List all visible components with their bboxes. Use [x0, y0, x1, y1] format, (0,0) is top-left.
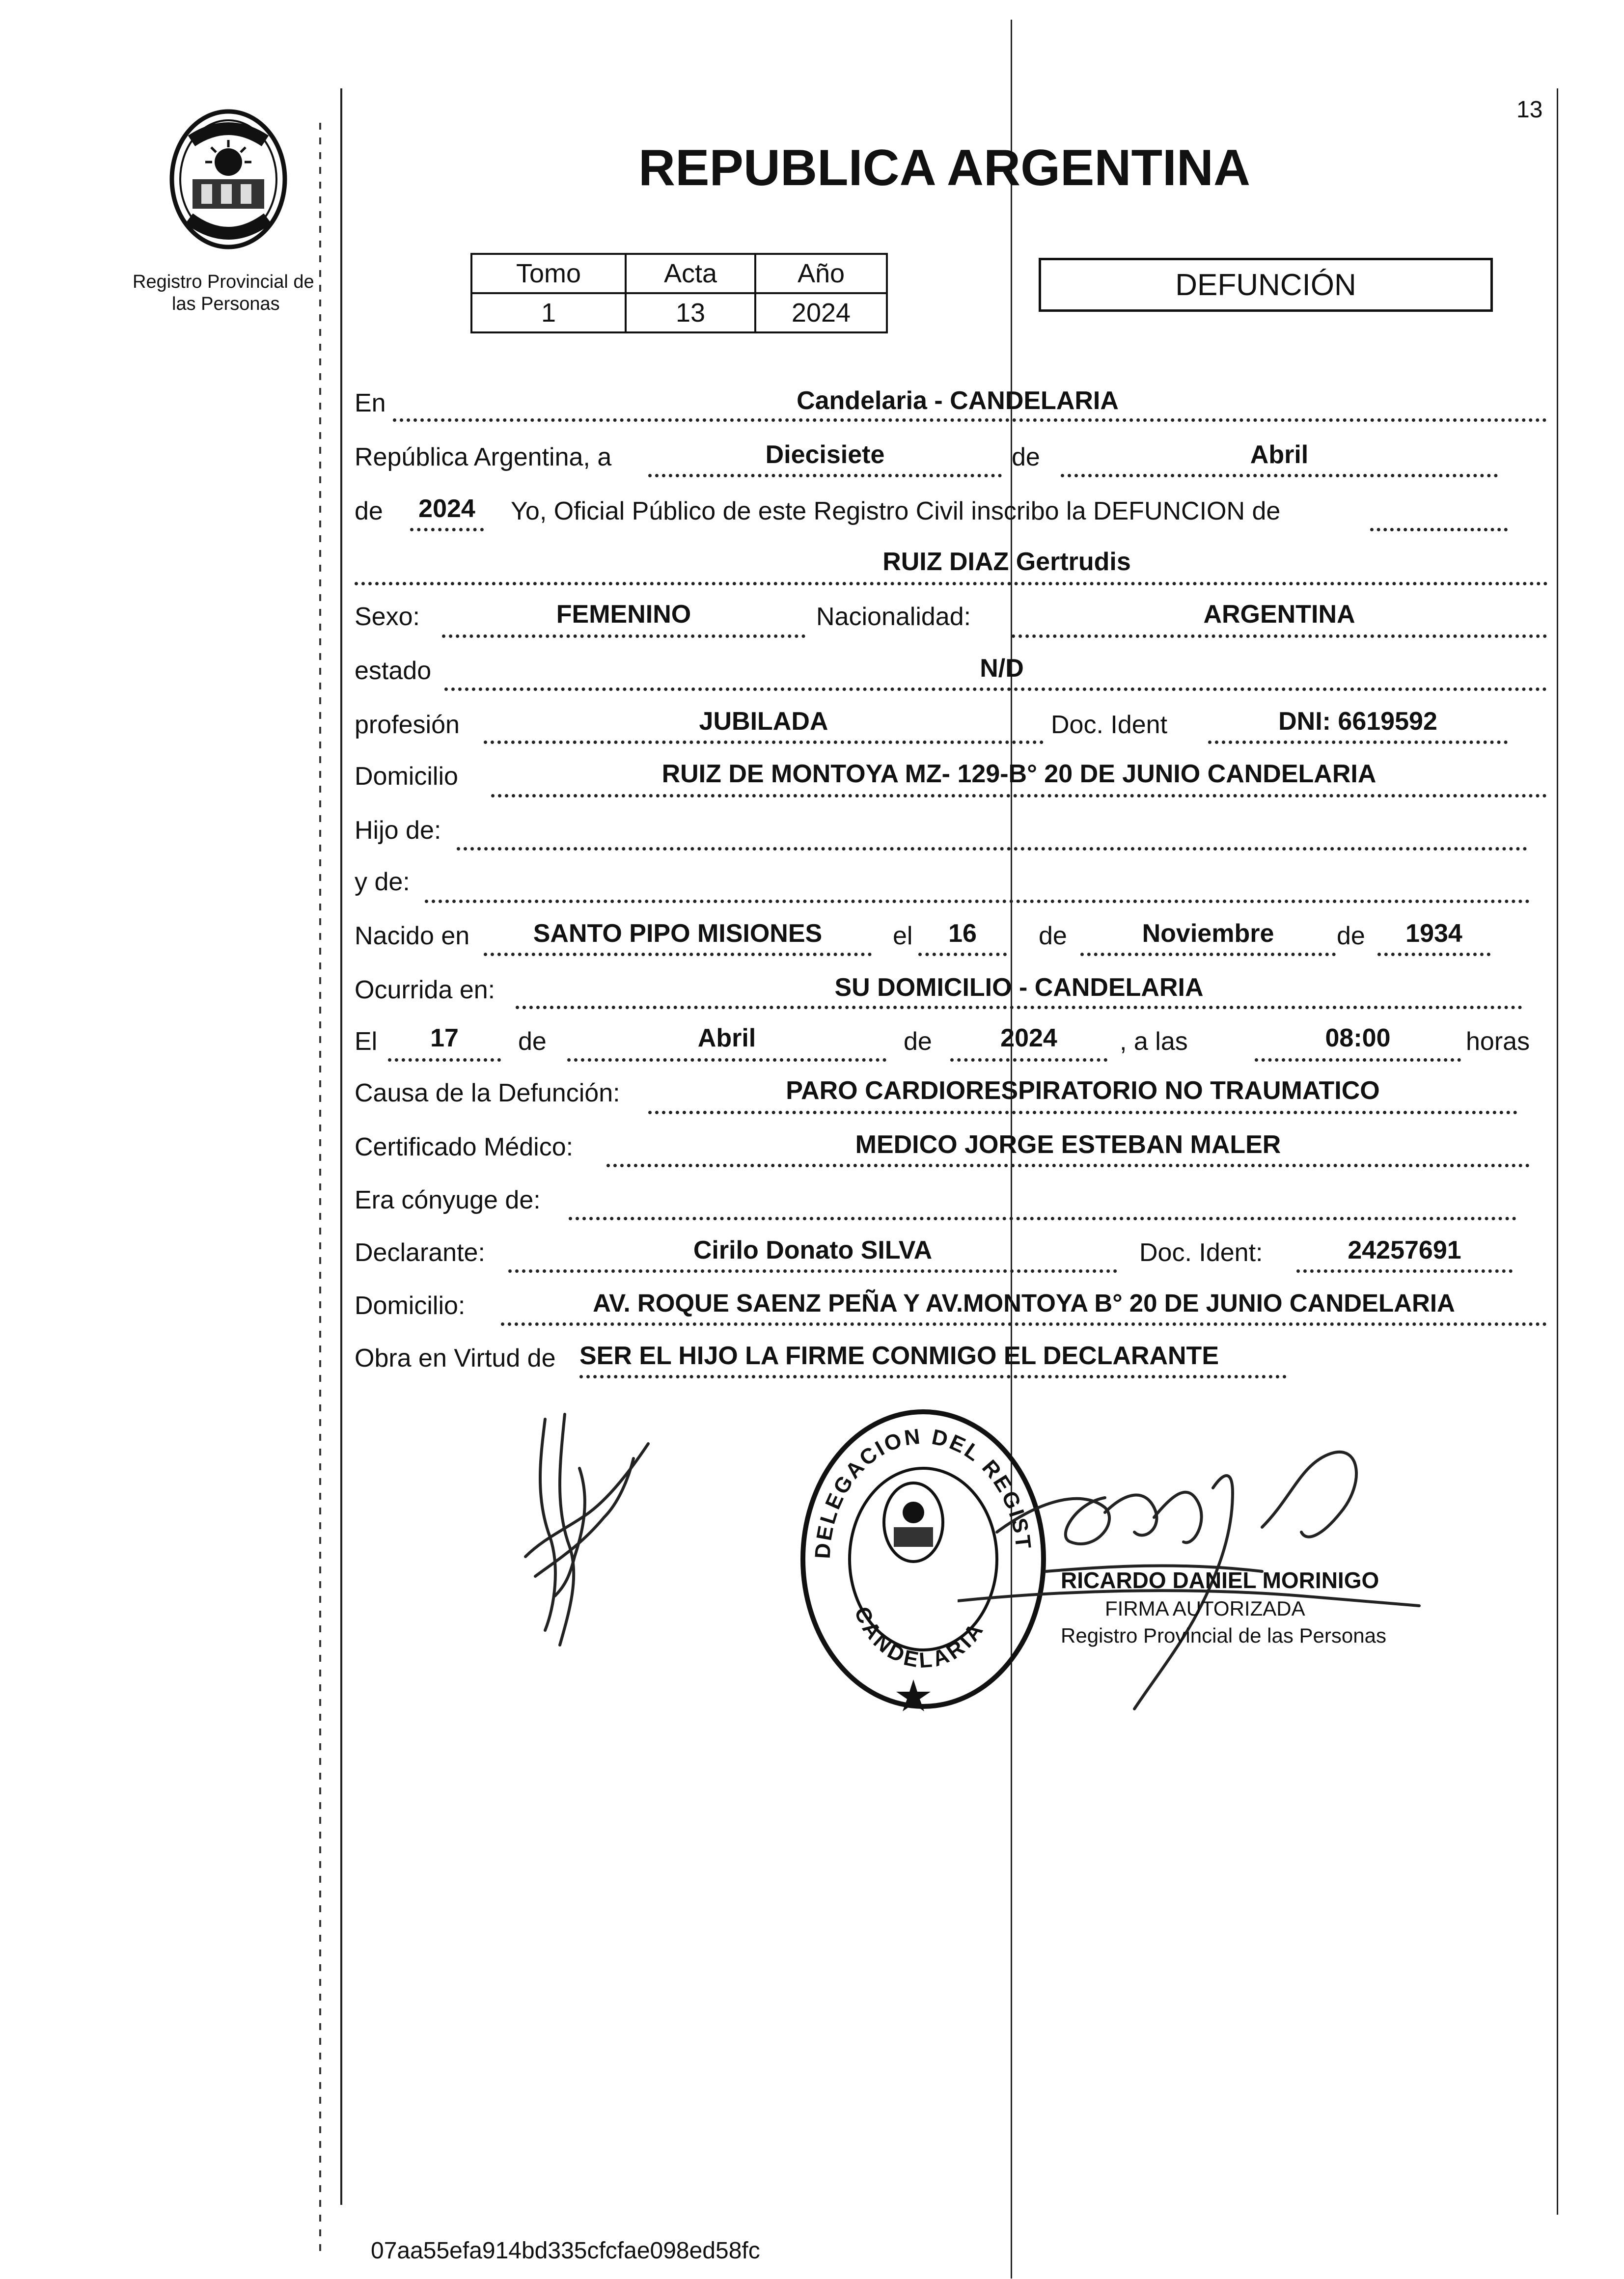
causa-label: Causa de la Defunción:: [355, 1079, 620, 1107]
signatory-name: RICARDO DANIEL MORINIGO: [1061, 1567, 1379, 1593]
signatory-org: Registro Provincial de las Personas: [1061, 1624, 1386, 1647]
causa-dotted-line: [648, 1111, 1517, 1114]
nacido-mes: Noviembre: [1142, 919, 1274, 948]
def-mes: Abril: [697, 1024, 756, 1052]
declarante-label: Declarante:: [355, 1238, 485, 1267]
obra-label: Obra en Virtud de: [355, 1344, 556, 1373]
nacido-anio: 1934: [1405, 919, 1462, 948]
domicilio2-dotted-line: [501, 1322, 1547, 1326]
nacido-mes-dotted-line: [1080, 953, 1336, 956]
domicilio2-value: AV. ROQUE SAENZ PEÑA Y AV.MONTOYA B° 20 DE JUNIO CANDELARIA: [593, 1289, 1455, 1317]
nacido-lugar: SANTO PIPO MISIONES: [533, 919, 823, 948]
hijo-label: Hijo de:: [355, 816, 441, 845]
hijo-dotted-line: [457, 847, 1527, 851]
nacido-dia: 16: [948, 919, 977, 948]
registry-name-line1: Registro Provincial de: [133, 272, 314, 292]
deceased-name: RUIZ DIAZ Gertrudis: [882, 548, 1131, 576]
profesion-value: JUBILADA: [699, 707, 828, 736]
doc2-label: Doc. Ident:: [1139, 1238, 1263, 1267]
certificado-dotted-line: [606, 1164, 1530, 1167]
nacido-lugar-dotted-line: [484, 953, 872, 956]
statement-dotted-line: [1370, 528, 1508, 531]
statement-text: Yo, Oficial Público de este Registro Civil inscribo la DEFUNCION de: [511, 497, 1281, 525]
profesion-dotted-line: [484, 741, 1044, 744]
domicilio-value: RUIZ DE MONTOYA MZ- 129-B° 20 DE JUNIO CANDELARIA: [661, 760, 1376, 788]
seal-ring-text: DELEGACION DEL REGIST: [810, 1424, 1036, 1560]
republica-label: República Argentina, a: [355, 443, 612, 471]
acta-value: 13: [626, 293, 755, 332]
a-las-label: , a las: [1120, 1027, 1188, 1056]
estado-label: estado: [355, 657, 432, 685]
certificado-label: Certificado Médico:: [355, 1133, 574, 1161]
def-anio: 2024: [1000, 1024, 1057, 1052]
sexo-dotted-line: [442, 634, 805, 638]
estado-value: N/D: [980, 654, 1024, 683]
def-de2-label: de: [904, 1027, 932, 1056]
left-margin-line: [340, 88, 342, 2205]
nacido-dia-dotted-line: [918, 953, 1007, 956]
anio-header: Año: [755, 254, 887, 293]
year-dotted-line: [410, 528, 484, 531]
en-dotted-line: [393, 418, 1547, 422]
province-coat-of-arms-icon: [162, 106, 295, 253]
record-table: [470, 253, 888, 333]
def-de-label: de: [518, 1027, 547, 1056]
act-type: DEFUNCIÓN: [1175, 268, 1356, 302]
nacido-de-label: de: [1039, 922, 1067, 950]
nacido-de2-label: de: [1337, 922, 1365, 950]
registry-name-line2: las Personas: [172, 294, 280, 314]
obra-dotted-line: [579, 1375, 1287, 1378]
document-hash: 07aa55efa914bd335cfcfae098ed58fc: [371, 2238, 760, 2264]
doc2-dotted-line: [1296, 1269, 1513, 1273]
conyuge-label: Era cónyuge de:: [355, 1186, 541, 1214]
domicilio-label: Domicilio: [355, 762, 458, 791]
y-de-label: y de:: [355, 868, 410, 896]
declarante-dotted-line: [508, 1269, 1117, 1273]
doc-label: Doc. Ident: [1051, 711, 1168, 739]
def-dia-dotted-line: [388, 1058, 501, 1062]
tomo-header: Tomo: [471, 254, 626, 293]
def-dia: 17: [430, 1024, 459, 1052]
nacido-anio-dotted-line: [1377, 953, 1490, 956]
act-type-box: [1039, 258, 1493, 312]
profesion-label: profesión: [355, 711, 460, 739]
horas-label: horas: [1466, 1027, 1530, 1056]
de-year-label: de: [355, 497, 383, 525]
ocurrida-value: SU DOMICILIO - CANDELARIA: [834, 973, 1204, 1002]
en-value: Candelaria - CANDELARIA: [797, 386, 1119, 415]
sexo-label: Sexo:: [355, 603, 420, 631]
def-hora: 08:00: [1325, 1024, 1391, 1052]
signatory-role: FIRMA AUTORIZADA: [1105, 1597, 1305, 1620]
domicilio-dotted-line: [491, 794, 1547, 797]
anio-value: 2024: [755, 293, 887, 332]
year-value: 2024: [418, 494, 475, 523]
def-mes-dotted-line: [567, 1058, 886, 1062]
declarant-signature: [506, 1400, 668, 1655]
en-label: En: [355, 389, 386, 417]
name-dotted-line: [355, 582, 1548, 585]
domicilio2-label: Domicilio:: [355, 1291, 466, 1320]
y-de-dotted-line: [425, 900, 1530, 903]
obra-value: SER EL HIJO LA FIRME CONMIGO EL DECLARANTE: [579, 1342, 1219, 1370]
tomo-value: 1: [471, 293, 626, 332]
acta-header: Acta: [626, 254, 755, 293]
conyuge-dotted-line: [569, 1217, 1516, 1220]
doc-dotted-line: [1208, 741, 1508, 744]
def-anio-dotted-line: [950, 1058, 1107, 1062]
day-dotted-line: [648, 474, 1002, 477]
record-table-header-row: [471, 254, 887, 293]
sexo-value: FEMENINO: [556, 600, 691, 629]
ocurrida-dotted-line: [516, 1006, 1522, 1009]
nacionalidad-value: ARGENTINA: [1203, 600, 1355, 629]
doc2-value: 24257691: [1348, 1236, 1461, 1264]
el-label: El: [355, 1027, 378, 1056]
nacido-el-label: el: [893, 922, 913, 950]
month-dotted-line: [1061, 474, 1498, 477]
doc-value: DNI: 6619592: [1278, 707, 1437, 736]
def-hora-dotted-line: [1255, 1058, 1461, 1062]
left-dash-line: [319, 123, 321, 2259]
causa-value: PARO CARDIORESPIRATORIO NO TRAUMATICO: [786, 1076, 1380, 1105]
ocurrida-label: Ocurrida en:: [355, 976, 495, 1004]
nacionalidad-label: Nacionalidad:: [816, 603, 971, 631]
de-label: de: [1012, 443, 1040, 471]
record-table-value-row: [471, 293, 887, 332]
estado-dotted-line: [444, 687, 1547, 691]
day-words: Diecisiete: [765, 440, 885, 469]
certificado-value: MEDICO JORGE ESTEBAN MALER: [855, 1130, 1281, 1159]
province-logo: [162, 106, 295, 253]
declarante-value: Cirilo Donato SILVA: [693, 1236, 933, 1264]
nacionalidad-dotted-line: [1012, 634, 1547, 638]
right-margin-line: [1557, 88, 1558, 2215]
seal-bottom-text: CANDELARIA: [849, 1603, 990, 1673]
month-value: Abril: [1250, 440, 1309, 469]
page-number: 13: [1516, 97, 1543, 123]
document-title: REPUBLICA ARGENTINA: [638, 139, 1251, 196]
nacido-label: Nacido en: [355, 922, 470, 950]
